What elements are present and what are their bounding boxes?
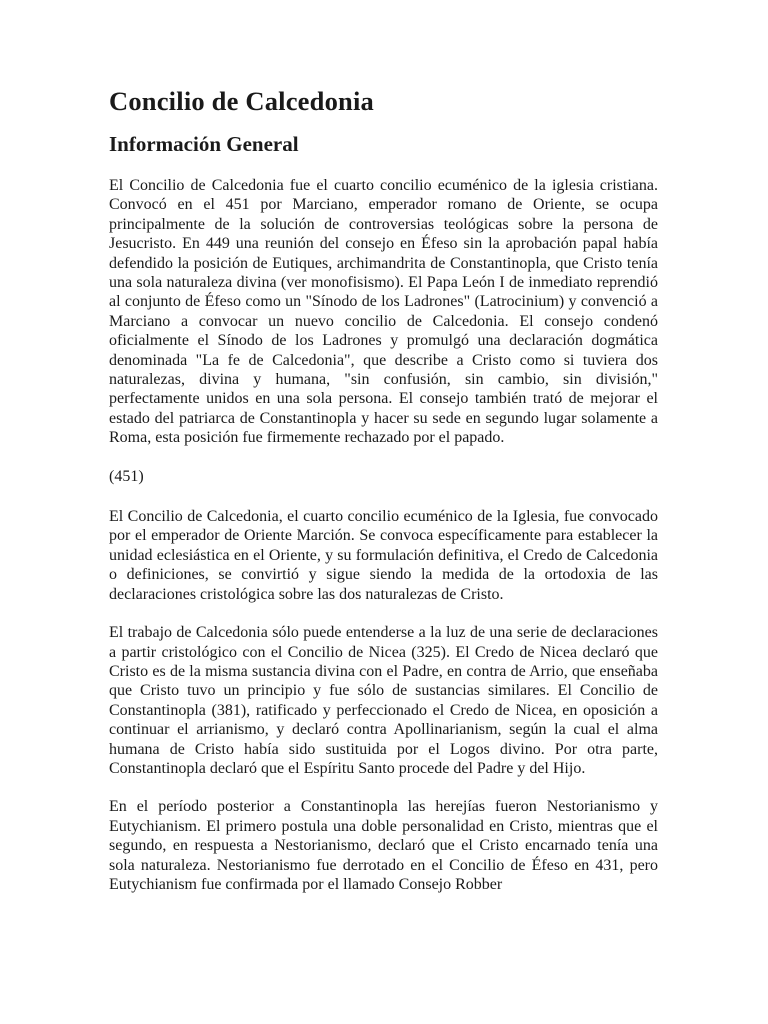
paragraph: En el período posterior a Constantinopla las herejías fueron Nestorianismo y Eutychianism. El primero postula una doble personalidad en Cristo, mientras que el segundo, en respuesta a Nestorianismo, declaró que el Cristo encarnado tenía una sola naturaleza. Nestorianismo fue derrotado en el Concilio de Éfeso en 431, pero Eutychianism fue confirmada por el llamado Consejo Robber [109, 798, 658, 893]
paragraph: El trabajo de Calcedonia sólo puede entenderse a la luz de una serie de declaraciones a partir cristológico con el Concilio de Nicea (325). El Credo de Nicea declaró que Cristo es de la misma sustancia divina con el Padre, en contra de Arrio, que enseñaba que Cristo tuvo un principio y fue sólo de sustancias similares. El Concilio de Constantinopla (381), ratificado y perfeccionado el Credo de Nicea, en oposición a continuar el arrianismo, y declaró contra Apollinarianism, según la cual el alma humana de Cristo había sido sustituida por el Logos divino. Por otra parte, Constantinopla declaró que el Espíritu Santo procede del Padre y del Hijo. [109, 624, 658, 777]
paragraph: El Concilio de Calcedonia fue el cuarto concilio ecuménico de la iglesia cristiana. Convocó en el 451 por Marciano, emperador romano de Oriente, se ocupa principalmente de la solución de controversias teológicas sobre la persona de Jesucristo. En 449 una reunión del consejo en Éfeso sin la aprobación papal había defendido la posición de Eutiques, archimandrita de Constantinopla, que Cristo tenía una sola naturaleza divina (ver monofisismo). El Papa León I de inmediato reprendió al conjunto de Éfeso como un "Sínodo de los Ladrones" (Latrocinium) y convenció a Marciano a convocar un nuevo concilio de Calcedonia. El consejo condenó oficialmente el Sínodo de los Ladrones y promulgó una declaración dogmática denominada "La fe de Calcedonia", que describe a Cristo como si tuviera dos naturalezas, divina y humana, "sin confusión, sin cambio, sin división," perfectamente unidos en una sola persona. El consejo también trató de mejorar el estado del patriarca de Constantinopla y hacer su sede en segundo lugar solamente a Roma, esta posición fue firmemente rechazado por el papado. [109, 176, 658, 447]
page-title: Concilio de Calcedonia [109, 86, 374, 116]
document-page [109, 86, 658, 894]
paragraph: El Concilio de Calcedonia, el cuarto concilio ecuménico de la Iglesia, fue convocado por el emperador de Oriente Marción. Se convoca específicamente para establecer la unidad eclesiástica en el Oriente, y su formulación definitiva, el Credo de Calcedonia o definiciones, se convirtió y sigue siendo la medida de la ortodoxia de las declaraciones cristológica sobre las dos naturalezas de Cristo. [109, 508, 658, 603]
section-heading: Información General [109, 131, 299, 156]
paragraph-date: (451) [109, 467, 144, 485]
